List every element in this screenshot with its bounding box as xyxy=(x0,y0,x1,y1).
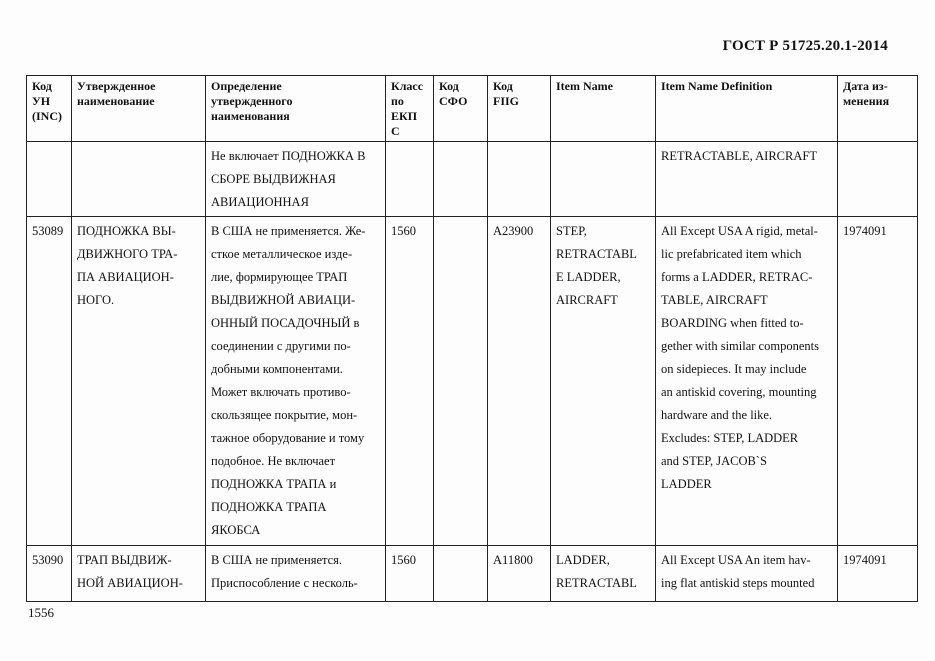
cell-line: 1974091 xyxy=(843,553,887,567)
cell-line: an antiskid covering, mounting xyxy=(661,385,817,399)
cell-line: lic prefabricated item which xyxy=(661,247,802,261)
cell-line: ПОДНОЖКА ТРАПА xyxy=(211,500,327,514)
col-inc-cell xyxy=(27,142,72,217)
cell-line: ПОДНОЖКА ВЫ- xyxy=(77,224,176,238)
cell-line: A11800 xyxy=(493,553,533,567)
cell-line: A23900 xyxy=(493,224,534,238)
col-fiig-cell xyxy=(488,217,551,546)
header-line: по xyxy=(391,94,404,108)
col-item-name-header xyxy=(551,76,656,142)
cell-line: TABLE, AIRCRAFT xyxy=(661,293,768,307)
col-inc-header xyxy=(27,76,72,142)
col-class-header xyxy=(386,76,434,142)
header-line: Дата из- xyxy=(843,79,888,93)
col-sfo-header xyxy=(434,76,488,142)
cell-line: STEP, xyxy=(556,224,587,238)
cell-line: ДВИЖНОГО ТРА- xyxy=(77,247,178,261)
cell-line: ВЫДВИЖНОЙ АВИАЦИ- xyxy=(211,293,356,307)
cell-line: and STEP, JACOB`S xyxy=(661,454,767,468)
header-line: Код xyxy=(493,79,513,93)
col-definition-cell xyxy=(206,546,386,602)
cell-line: E LADDER, xyxy=(556,270,621,284)
cell-line: forms a LADDER, RETRAC- xyxy=(661,270,813,284)
col-name-cell xyxy=(72,142,206,217)
col-item-def-cell xyxy=(656,217,838,546)
col-date-cell xyxy=(838,217,918,546)
col-fiig-cell xyxy=(488,142,551,217)
cell-line: Excludes: STEP, LADDER xyxy=(661,431,799,445)
cell-line: 1560 xyxy=(391,553,416,567)
col-sfo-cell xyxy=(434,546,488,602)
col-date-cell xyxy=(838,546,918,602)
cell-line: Приспособление с несколь- xyxy=(211,576,358,590)
header-line: Определение xyxy=(211,79,282,93)
col-definition-cell xyxy=(206,142,386,217)
cell-line: ПОДНОЖКА ТРАПА и xyxy=(211,477,337,491)
header-line: Класс xyxy=(391,79,424,93)
cell-line: СБОРЕ ВЫДВИЖНАЯ xyxy=(211,172,336,186)
col-sfo-cell xyxy=(434,217,488,546)
cell-line: ing flat antiskid steps mounted xyxy=(661,576,815,590)
col-sfo-cell xyxy=(434,142,488,217)
header-line: Утвержденное xyxy=(77,79,156,93)
page-number: 1556 xyxy=(28,605,54,620)
cell-line: ОННЫЙ ПОСАДОЧНЫЙ в xyxy=(211,316,360,330)
cell-line: All Except USA An item hav- xyxy=(661,553,811,567)
cell-line: В США не применяется. Же- xyxy=(211,224,366,238)
registry-table xyxy=(26,75,918,602)
document-code: ГОСТ Р 51725.20.1-2014 xyxy=(722,38,888,54)
cell-line: ТРАП ВЫДВИЖ- xyxy=(77,553,172,567)
col-inc-cell xyxy=(27,546,72,602)
cell-line: Не включает ПОДНОЖКА В xyxy=(211,149,366,163)
col-class-cell xyxy=(386,546,434,602)
cell-line: hardware and the like. xyxy=(661,408,773,422)
header-line: Код xyxy=(32,79,52,93)
cell-line: RETRACTABL xyxy=(556,247,637,261)
col-class-cell xyxy=(386,142,434,217)
header-line: ЕКП xyxy=(391,109,418,123)
cell-line: скользящее покрытие, мон- xyxy=(211,408,358,422)
cell-line: НОЙ АВИАЦИОН- xyxy=(77,576,183,590)
col-item-def-header xyxy=(656,76,838,142)
cell-line: AIRCRAFT xyxy=(556,293,618,307)
table-row xyxy=(27,546,918,602)
col-item-name-cell xyxy=(551,217,656,546)
header-line: Item Name Definition xyxy=(661,79,773,93)
cell-line: gether with similar components xyxy=(661,339,819,353)
col-date-header xyxy=(838,76,918,142)
header-line: менения xyxy=(843,94,890,108)
cell-line: RETRACTABL xyxy=(556,576,637,590)
header-line: утвержденного xyxy=(211,94,293,108)
cell-line: 53090 xyxy=(32,553,64,567)
cell-line: НОГО. xyxy=(77,293,115,307)
cell-line: All Except USA A rigid, metal- xyxy=(661,224,818,238)
cell-line: тажное оборудование и тому xyxy=(211,431,365,445)
cell-line: LADDER xyxy=(661,477,712,491)
cell-line: BOARDING when fitted to- xyxy=(661,316,804,330)
table-row xyxy=(27,217,918,546)
col-definition-header xyxy=(206,76,386,142)
cell-line: ЯКОБСА xyxy=(211,523,261,537)
col-name-cell xyxy=(72,217,206,546)
table-header-row xyxy=(27,76,918,142)
cell-line: 1974091 xyxy=(843,224,887,238)
header-line: Код xyxy=(439,79,459,93)
cell-line: 53089 xyxy=(32,224,64,238)
cell-line: подобное. Не включает xyxy=(211,454,336,468)
header-line: наименования xyxy=(211,109,290,123)
col-item-def-cell xyxy=(656,546,838,602)
cell-line: сткое металлическое изде- xyxy=(211,247,353,261)
cell-line: лие, формирующее ТРАП xyxy=(211,270,348,284)
col-item-name-cell xyxy=(551,142,656,217)
cell-line: добными компонентами. xyxy=(211,362,343,376)
header-line: наименование xyxy=(77,94,155,108)
header-line: УН xyxy=(32,94,51,108)
cell-line: АВИАЦИОННАЯ xyxy=(211,195,309,209)
col-fiig-cell xyxy=(488,546,551,602)
cell-line: В США не применяется. xyxy=(211,553,343,567)
col-definition-cell xyxy=(206,217,386,546)
col-item-def-cell xyxy=(656,142,838,217)
col-name-cell xyxy=(72,546,206,602)
header-line: С xyxy=(391,124,400,138)
col-name-header xyxy=(72,76,206,142)
header-line: Item Name xyxy=(556,79,613,93)
cell-line: Может включать противо- xyxy=(211,385,351,399)
header-line: СФО xyxy=(439,94,468,108)
cell-line: RETRACTABLE, AIRCRAFT xyxy=(661,149,817,163)
col-inc-cell xyxy=(27,217,72,546)
cell-line: соединении с другими по- xyxy=(211,339,351,353)
table-row xyxy=(27,142,918,217)
col-item-name-cell xyxy=(551,546,656,602)
cell-line: ПА АВИАЦИОН- xyxy=(77,270,174,284)
cell-line: on sidepieces. It may include xyxy=(661,362,807,376)
cell-line: 1560 xyxy=(391,224,416,238)
col-fiig-header xyxy=(488,76,551,142)
col-class-cell xyxy=(386,217,434,546)
header-line: FIIG xyxy=(493,94,520,108)
col-date-cell xyxy=(838,142,918,217)
cell-line: LADDER, xyxy=(556,553,610,567)
header-line: (INC) xyxy=(32,109,62,123)
